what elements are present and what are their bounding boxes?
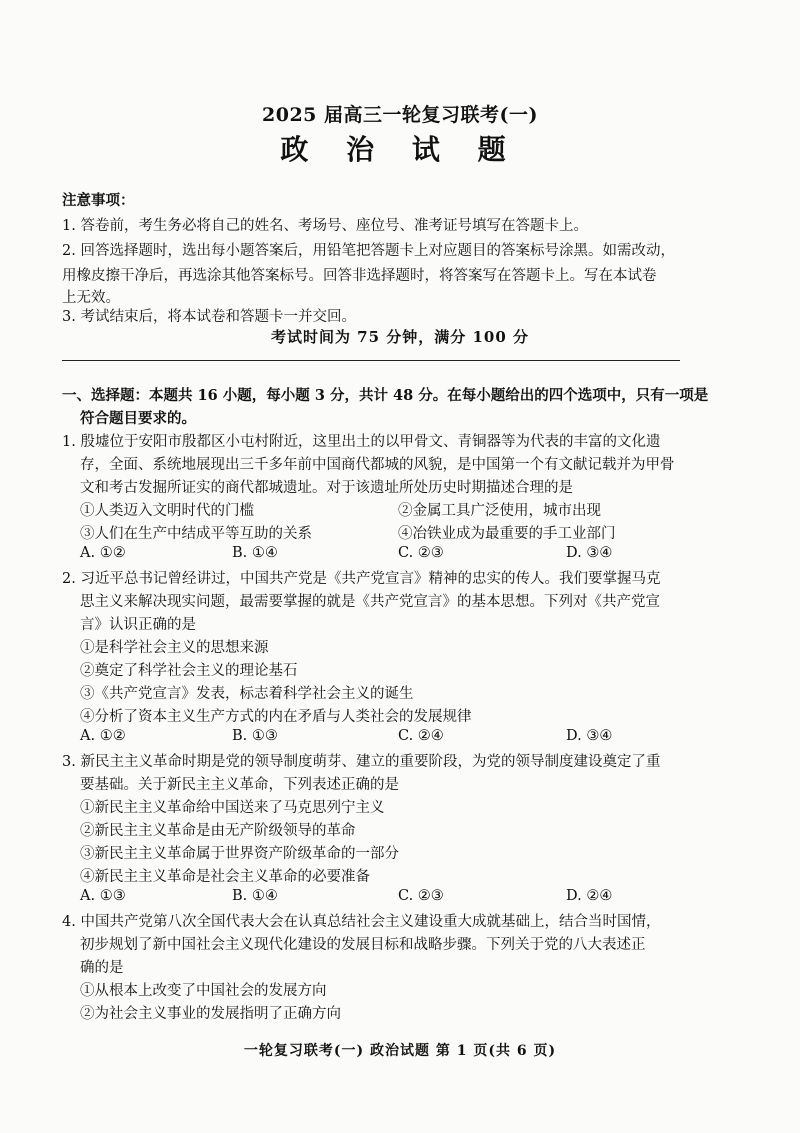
answer-option-b[interactable]: B. ①④ bbox=[232, 888, 278, 904]
answer-option-d[interactable]: D. ③④ bbox=[566, 545, 613, 561]
notice-line: 上无效。 bbox=[62, 290, 120, 306]
notice-line: 1. 答卷前，考生务必将自己的姓名、考场号、座位号、准考证号填写在答题卡上。 bbox=[62, 218, 588, 234]
statement-item: ③《共产党宣言》发表，标志着科学社会主义的诞生 bbox=[80, 686, 414, 702]
statement-item: ①是科学社会主义的思想来源 bbox=[80, 640, 269, 656]
question-text: 思主义来解决现实问题，最需要掌握的就是《共产党宣言》的基本思想。下列对《共产党宣 bbox=[80, 594, 660, 610]
section-heading-cont: 符合题目要求的。 bbox=[80, 410, 196, 427]
answer-option-c[interactable]: C. ②③ bbox=[398, 545, 444, 561]
statement-item: ①从根本上改变了中国社会的发展方向 bbox=[80, 983, 327, 999]
question-text: 3. 新民主主义革命时期是党的领导制度萌芽、建立的重要阶段，为党的领导制度建设奠定了重 bbox=[62, 754, 661, 770]
question-text: 言》认识正确的是 bbox=[80, 617, 196, 633]
statement-item: ③新民主主义革命属于世界资产阶级革命的一部分 bbox=[80, 846, 399, 862]
statement-item: ②金属工具广泛使用，城市出现 bbox=[398, 503, 601, 519]
answer-option-a[interactable]: A. ①② bbox=[80, 545, 126, 561]
statement-item: ②为社会主义事业的发展指明了正确方向 bbox=[80, 1006, 341, 1022]
answer-option-c[interactable]: C. ②③ bbox=[398, 888, 444, 904]
exam-time-info: 考试时间为 75 分钟，满分 100 分 bbox=[270, 328, 530, 346]
question-text: 初步规划了新中国社会主义现代化建设的发展目标和战略步骤。下列关于党的八大表述正 bbox=[80, 937, 646, 953]
statement-item: ②奠定了科学社会主义的理论基石 bbox=[80, 663, 298, 679]
statement-item: ④冶铁业成为最重要的手工业部门 bbox=[398, 526, 616, 542]
question-text: 2. 习近平总书记曾经讲过，中国共产党是《共产党宣言》精神的忠实的传人。我们要掌握马克 bbox=[62, 571, 661, 587]
divider bbox=[62, 360, 680, 361]
answer-option-d[interactable]: D. ③④ bbox=[566, 728, 613, 744]
question-text: 4. 中国共产党第八次全国代表大会在认真总结社会主义建设重大成就基础上，结合当时国情， bbox=[62, 914, 661, 930]
statement-item: ③人们在生产中结成平等互助的关系 bbox=[80, 526, 312, 542]
statement-item: ④分析了资本主义生产方式的内在矛盾与人类社会的发展规律 bbox=[80, 709, 472, 725]
statement-item: ②新民主主义革命是由无产阶级领导的革命 bbox=[80, 823, 356, 839]
answer-option-b[interactable]: B. ①④ bbox=[232, 545, 278, 561]
notice-heading: 注意事项： bbox=[62, 192, 135, 209]
answer-option-d[interactable]: D. ②④ bbox=[566, 888, 613, 904]
notice-line: 2. 回答选择题时，选出每小题答案后，用铅笔把答题卡上对应题目的答案标号涂黑。如需改动， bbox=[62, 243, 675, 259]
section-heading: 一、选择题：本题共 16 小题，每小题 3 分，共计 48 分。在每小题给出的四个选项中，只有一项是 bbox=[62, 387, 709, 404]
question-text: 要基础。关于新民主主义革命，下列表述正确的是 bbox=[80, 777, 399, 793]
question-text: 确的是 bbox=[80, 960, 124, 976]
answer-option-a[interactable]: A. ①③ bbox=[80, 888, 126, 904]
exam-subtitle: 2025 届高三一轮复习联考(一) bbox=[262, 104, 538, 126]
notice-line: 3. 考试结束后，将本试卷和答题卡一并交回。 bbox=[62, 309, 356, 325]
question-text: 1. 殷墟位于安阳市殷都区小屯村附近，这里出土的以甲骨文、青铜器等为代表的丰富的文化遗 bbox=[62, 434, 661, 450]
statement-item: ①新民主主义革命给中国送来了马克思列宁主义 bbox=[80, 800, 385, 816]
answer-option-b[interactable]: B. ①③ bbox=[232, 728, 278, 744]
question-text: 文和考古发掘所证实的商代都城遗址。对于该遗址所处历史时期描述合理的是 bbox=[80, 480, 573, 496]
statement-item: ④新民主主义革命是社会主义革命的必要准备 bbox=[80, 869, 370, 885]
answer-option-c[interactable]: C. ②④ bbox=[398, 728, 444, 744]
answer-option-a[interactable]: A. ①② bbox=[80, 728, 126, 744]
notice-line: 用橡皮擦干净后，再选涂其他答案标号。回答非选择题时，将答案写在答题卡上。写在本试卷 bbox=[62, 268, 657, 284]
statement-item: ①人类迈入文明时代的门槛 bbox=[80, 503, 254, 519]
exam-title: 政 治 试 题 bbox=[280, 133, 520, 166]
question-text: 存，全面、系统地展现出三千多年前中国商代都城的风貌，是中国第一个有文献记载并为甲骨 bbox=[80, 457, 675, 473]
page-footer: 一轮复习联考(一) 政治试题 第 1 页(共 6 页) bbox=[243, 1043, 557, 1059]
